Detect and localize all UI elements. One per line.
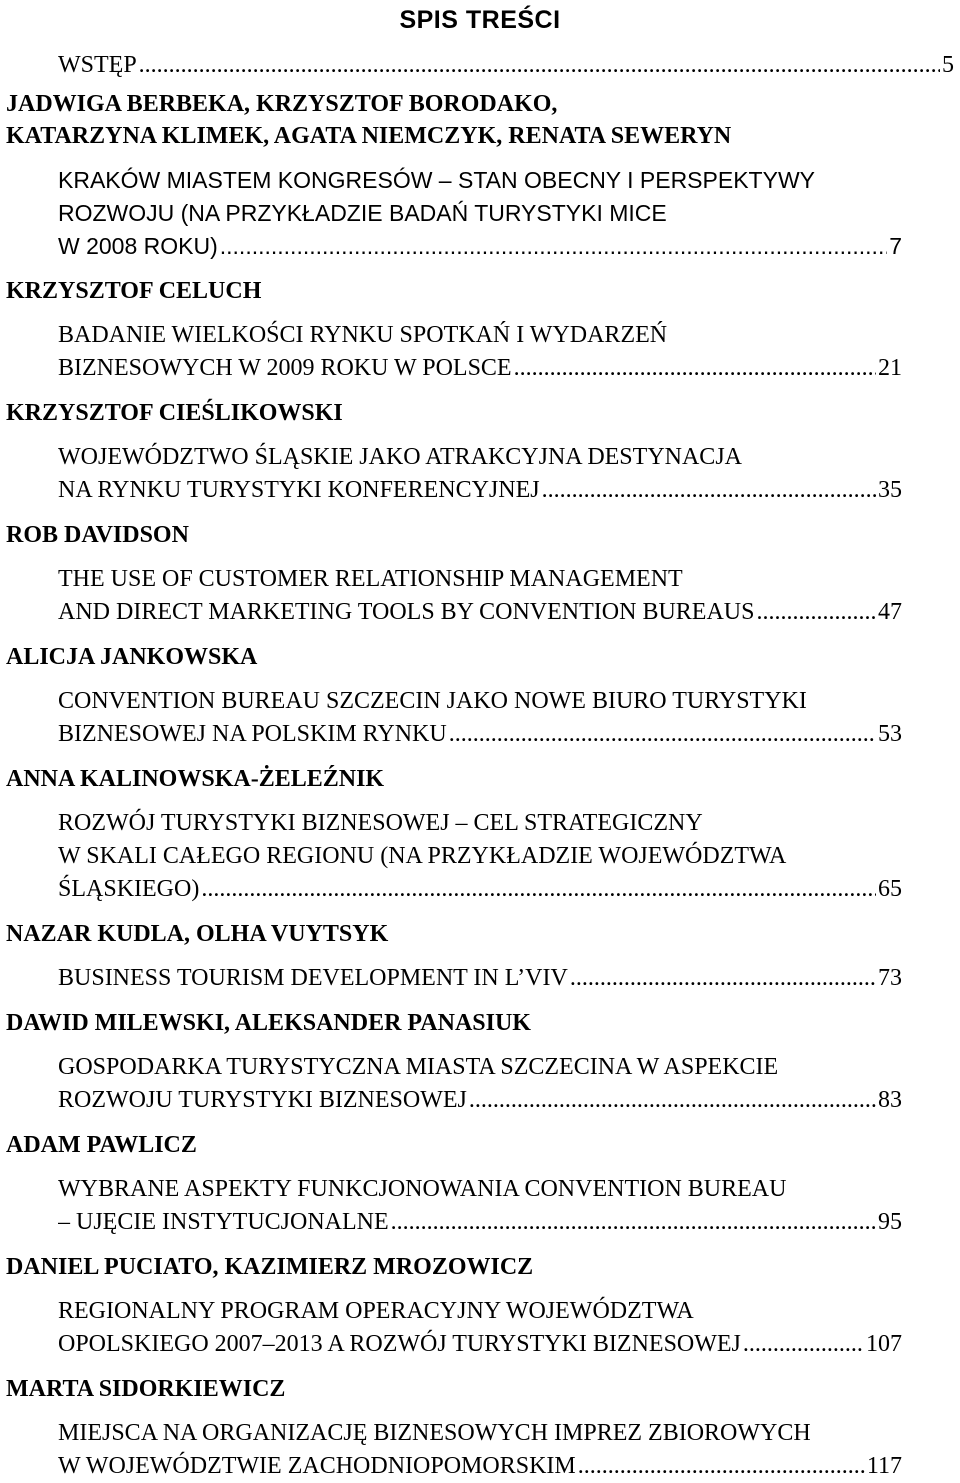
- entry-author: DANIEL PUCIATO, KAZIMIERZ MROZOWICZ: [6, 1254, 534, 1280]
- entry-title-line: BADANIE WIELKOŚCI RYNKU SPOTKAŃ I WYDARZEŃ: [58, 322, 668, 348]
- entry-title-last-line: [58, 230, 902, 263]
- toc-entry: [6, 918, 954, 995]
- entry-title-last-line: [58, 873, 902, 906]
- entry-title-line: ROZWOJU (NA PRZYKŁADZIE BADAŃ TURYSTYKI MICE: [58, 200, 667, 226]
- entry-title-block: [6, 563, 954, 629]
- entry-title-block: [6, 962, 954, 995]
- entry-title-line: THE USE OF CUSTOMER RELATIONSHIP MANAGEMENT: [58, 566, 683, 592]
- toc-entry: [6, 641, 954, 751]
- entry-title-text: AND DIRECT MARKETING TOOLS BY CONVENTION BUREAUS: [58, 599, 755, 625]
- entry-title-last-line: [58, 718, 902, 751]
- dot-leader: [756, 596, 876, 629]
- entry-title-line: ROZWÓJ TURYSTYKI BIZNESOWEJ – CEL STRATEGICZNY: [58, 810, 703, 836]
- entry-title-last-line: [58, 596, 902, 629]
- entry-title-line: KRAKÓW MIASTEM KONGRESÓW – STAN OBECNY I PERSPEKTYWY: [58, 167, 815, 193]
- entry-title-block: [6, 164, 954, 263]
- page-number: 47: [878, 599, 902, 625]
- dot-leader: [201, 873, 876, 906]
- toc-entry: [6, 1251, 954, 1361]
- dot-leader: [449, 718, 876, 751]
- page-number: 35: [878, 477, 902, 503]
- intro-entry: [6, 49, 954, 82]
- toc-entry: [6, 519, 954, 629]
- intro-line: [58, 49, 954, 82]
- entry-title-block: [6, 685, 954, 751]
- entry-title-line: WYBRANE ASPEKTY FUNKCJONOWANIA CONVENTION BUREAU: [58, 1176, 787, 1202]
- entry-title-last-line: [58, 1328, 902, 1361]
- toc-entry: [6, 397, 954, 507]
- entry-title-last-line: [58, 1450, 902, 1483]
- entry-title-text: ROZWOJU TURYSTYKI BIZNESOWEJ: [58, 1087, 467, 1113]
- page-number: 65: [878, 876, 902, 902]
- dot-leader: [570, 962, 876, 995]
- dot-leader: [469, 1084, 876, 1117]
- page-number: 5: [942, 52, 954, 78]
- toc-entries: [6, 88, 954, 1483]
- entry-title-line: CONVENTION BUREAU SZCZECIN JAKO NOWE BIURO TURYSTYKI: [58, 688, 807, 714]
- toc-entry: [6, 763, 954, 906]
- dot-leader: [542, 474, 876, 507]
- entry-author: ADAM PAWLICZ: [6, 1132, 197, 1158]
- entry-title-block: [6, 1173, 954, 1239]
- entry-title-text: NA RYNKU TURYSTYKI KONFERENCYJNEJ: [58, 477, 540, 503]
- toc-entry: [6, 275, 954, 385]
- entry-author: ANNA KALINOWSKA-ŻELEŹNIK: [6, 766, 385, 792]
- page-number: 7: [889, 233, 902, 259]
- page-number: 73: [878, 965, 902, 991]
- dot-leader: [743, 1328, 864, 1361]
- entry-title-last-line: [58, 1084, 902, 1117]
- entry-title-line: W SKALI CAŁEGO REGIONU (NA PRZYKŁADZIE WOJEWÓDZTWA: [58, 843, 787, 869]
- entry-author: ROB DAVIDSON: [6, 522, 189, 548]
- page-number: 107: [866, 1331, 902, 1357]
- entry-author: KATARZYNA KLIMEK, AGATA NIEMCZYK, RENATA SEWERYN: [6, 123, 732, 149]
- entry-author: MARTA SIDORKIEWICZ: [6, 1376, 286, 1402]
- dot-leader: [391, 1206, 876, 1239]
- entry-title-block: [6, 807, 954, 906]
- entry-title-last-line: [58, 962, 902, 995]
- page-number: 95: [878, 1209, 902, 1235]
- entry-title-text: OPOLSKIEGO 2007–2013 A ROZWÓJ TURYSTYKI BIZNESOWEJ: [58, 1331, 741, 1357]
- entry-title-line: MIEJSCA NA ORGANIZACJĘ BIZNESOWYCH IMPREZ ZBIOROWYCH: [58, 1420, 811, 1446]
- entry-title-last-line: [58, 1206, 902, 1239]
- entry-author: ALICJA JANKOWSKA: [6, 644, 258, 670]
- entry-author: KRZYSZTOF CELUCH: [6, 278, 262, 304]
- entry-author: JADWIGA BERBEKA, KRZYSZTOF BORODAKO,: [6, 91, 558, 117]
- entry-title-block: [6, 1417, 954, 1483]
- toc-entry: [6, 1373, 954, 1483]
- entry-title-text: W WOJEWÓDZTWIE ZACHODNIOPOMORSKIM: [58, 1453, 576, 1479]
- entry-title-last-line: [58, 474, 902, 507]
- entry-title-text: BIZNESOWYCH W 2009 ROKU W POLSCE: [58, 355, 512, 381]
- entry-title-text: ŚLĄSKIEGO): [58, 876, 200, 902]
- entry-title-line: GOSPODARKA TURYSTYCZNA MIASTA SZCZECINA W ASPEKCIE: [58, 1054, 779, 1080]
- page-title: SPIS TREŚCI: [399, 6, 561, 34]
- page-number: 83: [878, 1087, 902, 1113]
- entry-title-line: REGIONALNY PROGRAM OPERACYJNY WOJEWÓDZTWA: [58, 1298, 694, 1324]
- dot-leader: [139, 49, 940, 82]
- toc-entry: [6, 1007, 954, 1117]
- entry-title-line: WOJEWÓDZTWO ŚLĄSKIE JAKO ATRAKCYJNA DESTYNACJA: [58, 444, 742, 470]
- entry-author: NAZAR KUDLA, OLHA VUYTSYK: [6, 921, 389, 947]
- page-number: 21: [878, 355, 902, 381]
- dot-leader: [220, 230, 887, 263]
- intro-label: WSTĘP: [58, 52, 137, 78]
- entry-title-block: [6, 319, 954, 385]
- entry-title-block: [6, 1051, 954, 1117]
- page-number: 117: [866, 1453, 902, 1479]
- entry-title-block: [6, 441, 954, 507]
- entry-title-text: – UJĘCIE INSTYTUCJONALNE: [58, 1209, 389, 1235]
- entry-title-text: BIZNESOWEJ NA POLSKIM RYNKU: [58, 721, 447, 747]
- entry-title-text: W 2008 ROKU): [58, 233, 218, 259]
- toc-entry: [6, 1129, 954, 1239]
- entry-author: DAWID MILEWSKI, ALEKSANDER PANASIUK: [6, 1010, 531, 1036]
- toc-entry: [6, 88, 954, 263]
- entry-title-block: [6, 1295, 954, 1361]
- entry-title-text: BUSINESS TOURISM DEVELOPMENT IN L’VIV: [58, 965, 568, 991]
- page-number: 53: [878, 721, 902, 747]
- entry-author: KRZYSZTOF CIEŚLIKOWSKI: [6, 400, 343, 426]
- entry-title-last-line: [58, 352, 902, 385]
- dot-leader: [578, 1450, 865, 1483]
- dot-leader: [514, 352, 876, 385]
